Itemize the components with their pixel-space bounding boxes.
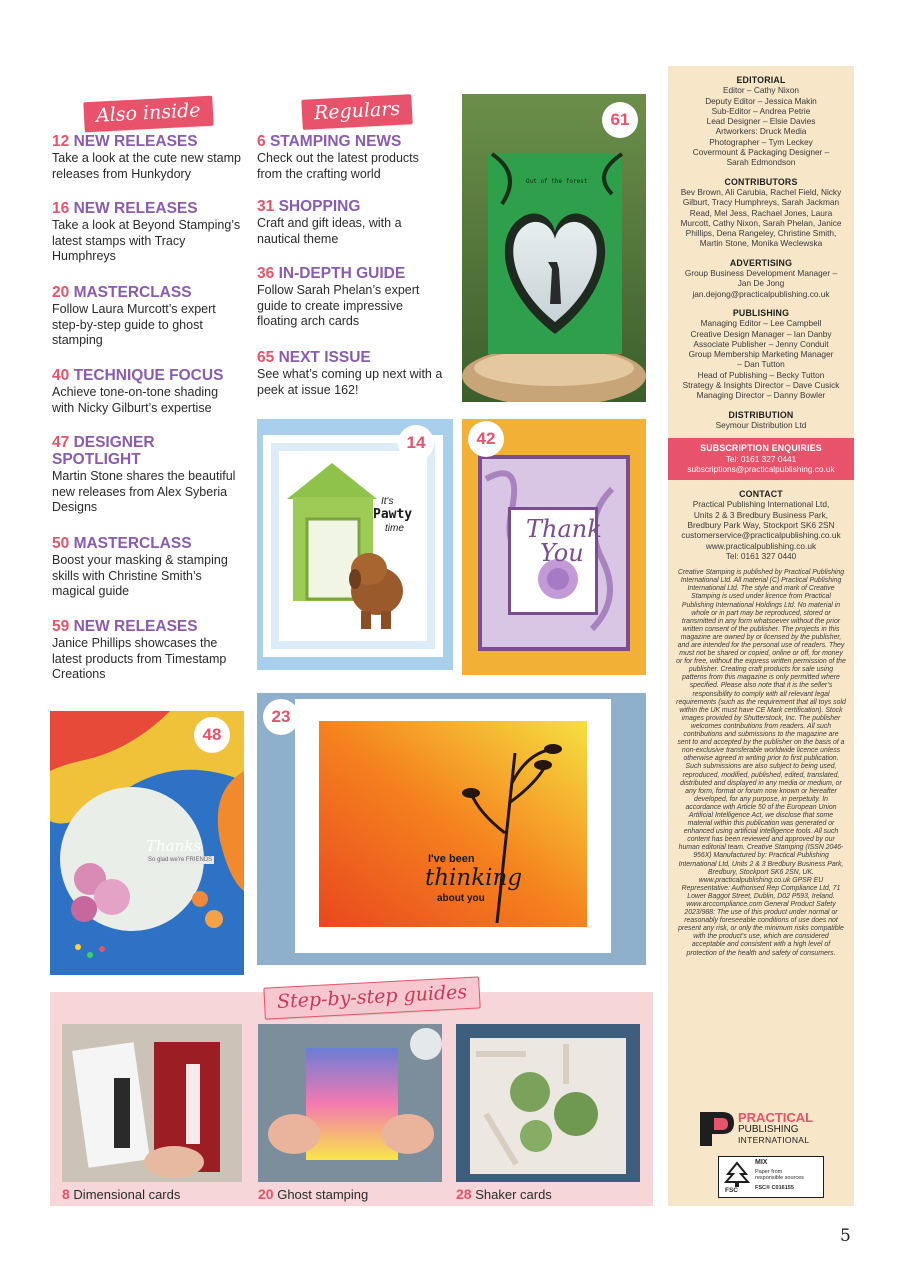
fsc-line-2: responsible sources <box>755 1175 804 1181</box>
logo-line-3: INTERNATIONAL <box>738 1135 810 1145</box>
editorial-line: Artworkers: Druck Media <box>715 126 807 137</box>
step-title: Shaker cards <box>475 1187 552 1202</box>
contact-website[interactable]: www.practicalpublishing.co.uk <box>705 540 817 551</box>
publishing-line: Managing Editor – Lee Campbell <box>700 318 822 329</box>
logo-line-2: PUBLISHING <box>738 1124 799 1135</box>
entry-title: NEXT ISSUE <box>278 349 371 366</box>
contact-line: Practical Publishing International Ltd, <box>692 499 830 510</box>
entry-page: 36 <box>257 265 275 282</box>
contributors-text: Bev Brown, Ali Carubia, Rachel Field, Nicky Gilburt, Tracy Humphreys, Sarah Jackman Read, Mel Jess, Rachael Jones, Laura Murcott, Cathy Nixon, Sarah Phelan, Janice Phillips, Dena Rangeley, Christine Smith, Martin Stone, Monika Weclewska <box>680 186 842 249</box>
publishing-line: Managing Director – Danny Bowler <box>696 390 826 401</box>
photo-pawty-card[interactable] <box>257 419 453 670</box>
pawty-card-text-2: Pawty <box>373 507 413 522</box>
contact-phone[interactable]: Tel: 0161 327 0440 <box>725 550 797 561</box>
step-caption <box>456 1186 552 1202</box>
entry-page: 6 <box>257 133 266 150</box>
thank-you-text-1: Thank <box>526 515 602 543</box>
step-photo-shaker[interactable] <box>456 1024 640 1182</box>
thinking-card-text-2: thinking <box>425 865 523 891</box>
fsc-tree-icon <box>722 1160 752 1190</box>
distribution-heading: DISTRIBUTION <box>728 409 794 420</box>
photo-thanks-flowers-card[interactable] <box>50 711 244 975</box>
page-number: 5 <box>840 1226 851 1246</box>
pawty-card-text-3: time <box>385 523 404 534</box>
step-photo-dimensional[interactable] <box>62 1024 242 1182</box>
entry-desc: Janice Phillips showcases the latest products from Timestamp Creations <box>52 636 227 681</box>
contact-heading: CONTACT <box>739 489 783 500</box>
step-photo-ghost[interactable] <box>258 1024 442 1182</box>
legal-text: Creative Stamping is published by Practical Publishing International Ltd. All material (C) Practical Publishing International Ltd. The style and mark of Creative Stamping is used under licence from Practical Publishing International Holdings Ltd. No material in whole or in part may be reproduced, stored or transmitted in any form whatsoever without the prior written consent of the publisher. The projects in this magazine are owned by or licensed by the publisher, and are intended for the personal use of readers. They must not be shared or copied, online or off, for money or for free, without the express written permission of the publisher. Creating craft products for sale using patterns from this magazine is only permitted where specified. Please also note that it is the seller’s responsibility to comply with all relevant legal requirements (such as the requirement that all toys sold within the UK must have CE Mark certification). Stock images provided by Shutterstock, Inc. The publisher welcomes contributions from readers. All such contributions and submissions to the magazine are sent to and accepted by the publisher on the basis of a non-exclusive transferable worldwide licence unless otherwise agreed in writing prior to first publication. Such submissions are also subject to being used, reproduced, modified, published, edited, translated, distributed and displayed in any media or medium, or any form, format or forum now known or hereafter developed, for any purpose, in perpetuity. In accordance with Article 50 of the European Union Artificial Intelligence Act, we disclose that some material within this publication was generated or enhanced using artificial intelligence tools. All such content has been reviewed and approved by our human editorial team. Creative Stamping (ISSN 2046-956X) Manufactured by: Practical Publishing International Ltd, Units 2 & 3 Bredbury Business Park, Bredbury, Stockport SK6 2SN, UK. www.practicalpublishing.co.uk GPSR EU Representative: Authorised Rep Compliance Ltd, 71 Lower Baggot Street, Dublin, D02 P593, Ireland. www.arccompliance.com General Product Safety 2023/988: The use of this product under normal or reasonably foreseeable conditions of use does not present any risk, or only the minimum risks compatible with the product’s use, which are considered acceptable and consistent with a high level of protection of the health and safety of consumers. <box>676 569 846 957</box>
contact-email[interactable]: customerservice@practicalpublishing.co.uk <box>681 530 841 541</box>
advertising-heading: ADVERTISING <box>729 257 793 268</box>
list-item[interactable] <box>257 265 442 330</box>
entry-title: TECHNIQUE FOCUS <box>73 367 224 384</box>
fsc-line-1: Paper from <box>755 1169 783 1175</box>
step-caption <box>258 1186 368 1202</box>
list-item[interactable] <box>257 349 447 398</box>
pawty-card-text-1: It's <box>381 496 394 507</box>
entry-page: 47 <box>52 434 70 451</box>
advertising-line: Group Business Development Manager – <box>684 268 838 279</box>
subscription-email[interactable]: subscriptions@practicalpublishing.co.uk <box>687 463 835 474</box>
list-item[interactable] <box>257 133 447 182</box>
entry-title: NEW RELEASES <box>73 133 198 150</box>
entry-desc: Follow Sarah Phelan’s expert guide to create impressive floating arch cards <box>257 283 420 328</box>
page-badge: 42 <box>468 421 504 457</box>
entry-page: 16 <box>52 200 70 217</box>
publishing-line: – Dan Tutton <box>737 359 785 370</box>
subscription-box <box>668 438 854 480</box>
list-item[interactable] <box>257 198 437 247</box>
also-inside-banner: Also inside <box>83 96 213 133</box>
editorial-line: Lead Designer – Elsie Davies <box>706 116 816 127</box>
entry-page: 40 <box>52 367 70 384</box>
entry-desc: See what’s coming up next with a peek at issue 162! <box>257 367 443 397</box>
dimensional-illustration <box>62 1024 242 1182</box>
page-badge: 48 <box>194 717 230 753</box>
entry-title: DESIGNER SPOTLIGHT <box>52 434 155 468</box>
editorial-line: Covermount & Packaging Designer – <box>692 147 830 158</box>
thinking-card-text-1: I've been <box>428 853 475 865</box>
entry-page: 59 <box>52 618 70 635</box>
fsc-label: FSC <box>725 1187 738 1194</box>
fsc-code: FSC® C016155 <box>755 1185 794 1191</box>
entry-page: 65 <box>257 349 275 366</box>
entry-desc: Boost your masking & stamping skills with Christine Smith’s magical guide <box>52 553 228 598</box>
fsc-badge <box>718 1156 824 1198</box>
entry-page: 50 <box>52 535 70 552</box>
regulars-banner: Regulars <box>301 94 413 130</box>
thinking-card-illustration <box>257 693 646 965</box>
entry-page: 20 <box>52 284 70 301</box>
entry-desc: Take a look at Beyond Stamping’s latest stamps with Tracy Humphreys <box>52 218 241 263</box>
entry-title: STAMPING NEWS <box>269 133 402 150</box>
advertising-email[interactable]: jan.dejong@practicalpublishing.co.uk <box>692 288 830 299</box>
list-item[interactable] <box>52 284 242 349</box>
practical-publishing-logo <box>700 1110 830 1148</box>
publishing-line: Associate Publisher – Jenny Conduit <box>693 338 829 349</box>
list-item[interactable] <box>52 367 242 416</box>
distribution-line: Seymour Distribution Ltd <box>715 419 807 430</box>
forest-card-illustration <box>462 94 646 402</box>
photo-thinking-card[interactable] <box>257 693 646 965</box>
entry-desc: Martin Stone shares the beautiful new releases from Alex Syberia Designs <box>52 469 236 514</box>
thinking-card-text-3: about you <box>437 893 485 904</box>
subscription-phone[interactable]: Tel: 0161 327 0441 <box>725 453 797 464</box>
entry-desc: Craft and gift ideas, with a nautical theme <box>257 216 402 246</box>
contributors-heading: CONTRIBUTORS <box>724 176 798 187</box>
entry-title: MASTERCLASS <box>73 535 192 552</box>
step-page: 28 <box>456 1186 472 1202</box>
entry-desc: Check out the latest products from the crafting world <box>257 151 419 181</box>
publishing-line: Strategy & Insights Director – Dave Cusick <box>682 380 840 391</box>
entry-page: 31 <box>257 198 275 215</box>
editorial-line: Sub-Editor – Andrea Petrie <box>711 105 811 116</box>
page-badge: 61 <box>602 102 638 138</box>
entry-title: SHOPPING <box>278 198 361 215</box>
publishing-heading: PUBLISHING <box>732 307 790 318</box>
ghost-illustration <box>258 1024 442 1182</box>
editorial-line: Editor – Cathy Nixon <box>722 85 800 96</box>
entry-desc: Achieve tone-on-tone shading with Nicky Gilburt’s expertise <box>52 385 219 415</box>
entry-title: MASTERCLASS <box>73 284 192 301</box>
thank-you-text-2: You <box>540 539 584 567</box>
list-item[interactable] <box>52 618 242 683</box>
entry-desc: Take a look at the cute new stamp releases from Hunkydory <box>52 151 241 181</box>
publishing-line: Creative Design Manager – Ian Danby <box>690 328 832 339</box>
forest-card-text: Out of the forest <box>526 178 588 185</box>
page-badge: 23 <box>263 699 299 735</box>
advertising-line: Jan De Jong <box>737 278 785 289</box>
entry-desc: Follow Laura Murcott’s expert step-by-step guide to ghost stamping <box>52 302 216 347</box>
editorial-line: Deputy Editor – Jessica Makin <box>705 95 817 106</box>
masthead-sidebar <box>668 66 854 1206</box>
logo-line-1: PRACTICAL <box>738 1110 814 1125</box>
shaker-illustration <box>456 1024 640 1182</box>
pp-logo-icon <box>700 1112 734 1146</box>
thanks-card-text-2: So glad we're FRIENDS <box>148 857 213 863</box>
entry-title: NEW RELEASES <box>73 200 198 217</box>
list-item[interactable] <box>52 133 242 182</box>
list-item[interactable] <box>52 535 242 600</box>
editorial-list <box>668 85 854 167</box>
editorial-heading: EDITORIAL <box>736 75 786 85</box>
fsc-mix: MIX <box>755 1159 768 1166</box>
list-item[interactable] <box>52 434 242 516</box>
thanks-card-text-1: Thanks <box>146 837 202 855</box>
entry-title: NEW RELEASES <box>73 618 198 635</box>
editorial-line: Sarah Edmondson <box>726 157 796 168</box>
entry-title: IN-DEPTH GUIDE <box>278 265 406 282</box>
subscription-heading: SUBSCRIPTION ENQUIRIES <box>700 443 822 454</box>
publishing-line: Group Membership Marketing Manager <box>688 349 834 360</box>
entry-page: 12 <box>52 133 70 150</box>
steps-banner: Step-by-step guides <box>263 976 481 1019</box>
contact-line: Bredbury Park Way, Stockport SK6 2SN <box>687 519 835 530</box>
step-page: 8 <box>62 1186 70 1202</box>
contact-line: Units 2 & 3 Bredbury Business Park, <box>693 509 829 520</box>
page-badge: 14 <box>398 425 434 461</box>
step-caption <box>62 1186 180 1202</box>
photo-thank-you-card[interactable] <box>462 419 646 675</box>
step-title: Dimensional cards <box>73 1187 181 1202</box>
step-page: 20 <box>258 1186 274 1202</box>
list-item[interactable] <box>52 200 242 265</box>
photo-forest-card[interactable] <box>462 94 646 402</box>
step-title: Ghost stamping <box>277 1187 369 1202</box>
publishing-line: Head of Publishing – Becky Tutton <box>697 369 825 380</box>
editorial-line: Photographer – Tym Leckey <box>709 136 813 147</box>
